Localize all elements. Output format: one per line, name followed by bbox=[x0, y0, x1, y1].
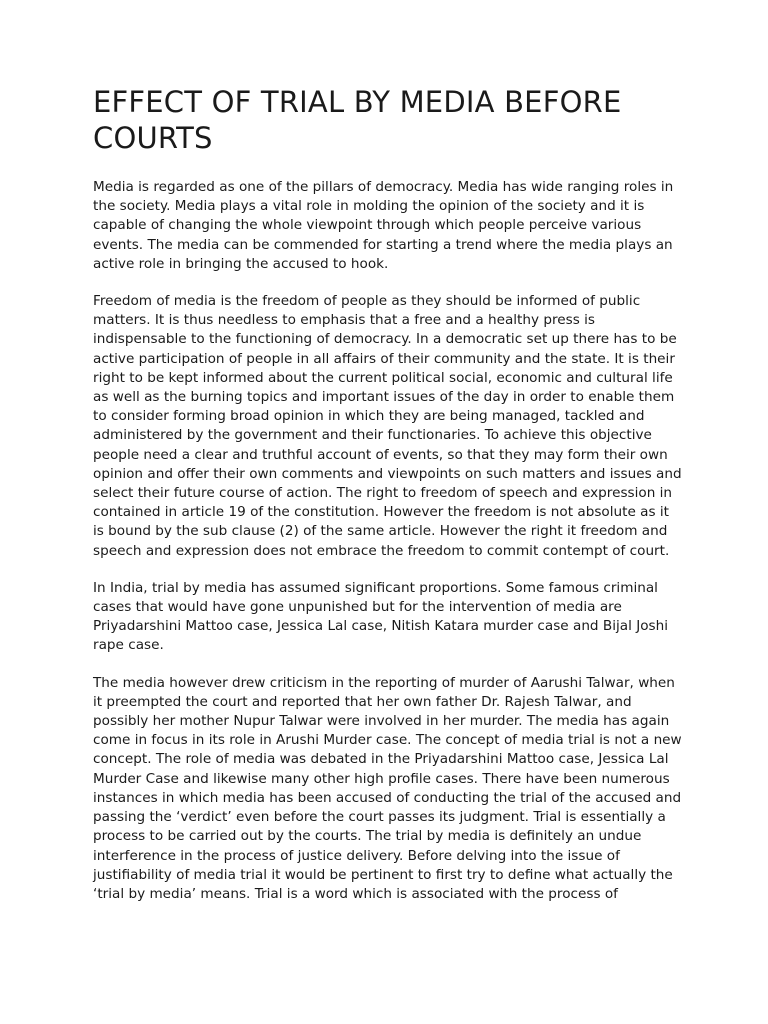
paragraph-4: The media however drew criticism in the reporting of murder of Aarushi Talwar, when it preempted the court and reported that her own father Dr. Rajesh Talwar, and possibly her mother Nupur Talwar were involved in her murder. The media has again come in focus in its role in Arushi Murder case. The concept of media trial is not a new concept. The role of media was debated in the Priyadarshini Mattoo case, Jessica Lal Murder Case and likewise many other high profile cases. There have been numerous instances in which media has been accused of conducting the trial of the accused and passing the ‘verdict’ even before the court passes its judgment. Trial is essentially a process to be carried out by the courts. The trial by media is definitely an undue interference in the process of justice delivery. Before delving into the issue of justifiability of media trial it would be pertinent to first try to define what actually the ‘trial by media’ means. Trial is a word which is associated with the process of bbox=[93, 674, 682, 902]
paragraph-3: In India, trial by media has assumed significant proportions. Some famous criminal cases that would have gone unpunished but for the intervention of media are Priyadarshini Mattoo case, Jessica Lal case, Nitish Katara murder case and Bijal Joshi rape case. bbox=[93, 579, 668, 654]
document-page bbox=[93, 84, 683, 922]
document-title: EFFECT OF TRIAL BY MEDIA BEFORE COURTS bbox=[93, 85, 622, 155]
paragraph-1: Media is regarded as one of the pillars of democracy. Media has wide ranging roles in the society. Media plays a vital role in molding the opinion of the society and it is capable of changing the whole viewpoint through which people perceive various events. The media can be commended for starting a trend where the media plays an active role in bringing the accused to hook. bbox=[93, 179, 674, 272]
paragraph-2: Freedom of media is the freedom of people as they should be informed of public matters. It is thus needless to emphasis that a free and a healthy press is indispensable to the functioning of democracy. In a democratic set up there has to be active participation of people in all affairs of their community and the state. It is their right to be kept informed about the current political social, economic and cultural life as well as the burning topics and important issues of the day in order to enable them to consider forming broad opinion in which they are being managed, tackled and administered by the government and their functionaries. To achieve this objective people need a clear and truthful account of events, so that they may form their own opinion and offer their own comments and viewpoints on such matters and issues and select their future course of action. The right to freedom of speech and expression in contained in article 19 of the constitution. However the freedom is not absolute as it is bound by the sub clause (2) of the same article. However the right it freedom and speech and expression does not embrace the freedom to commit contempt of court. bbox=[93, 293, 682, 559]
